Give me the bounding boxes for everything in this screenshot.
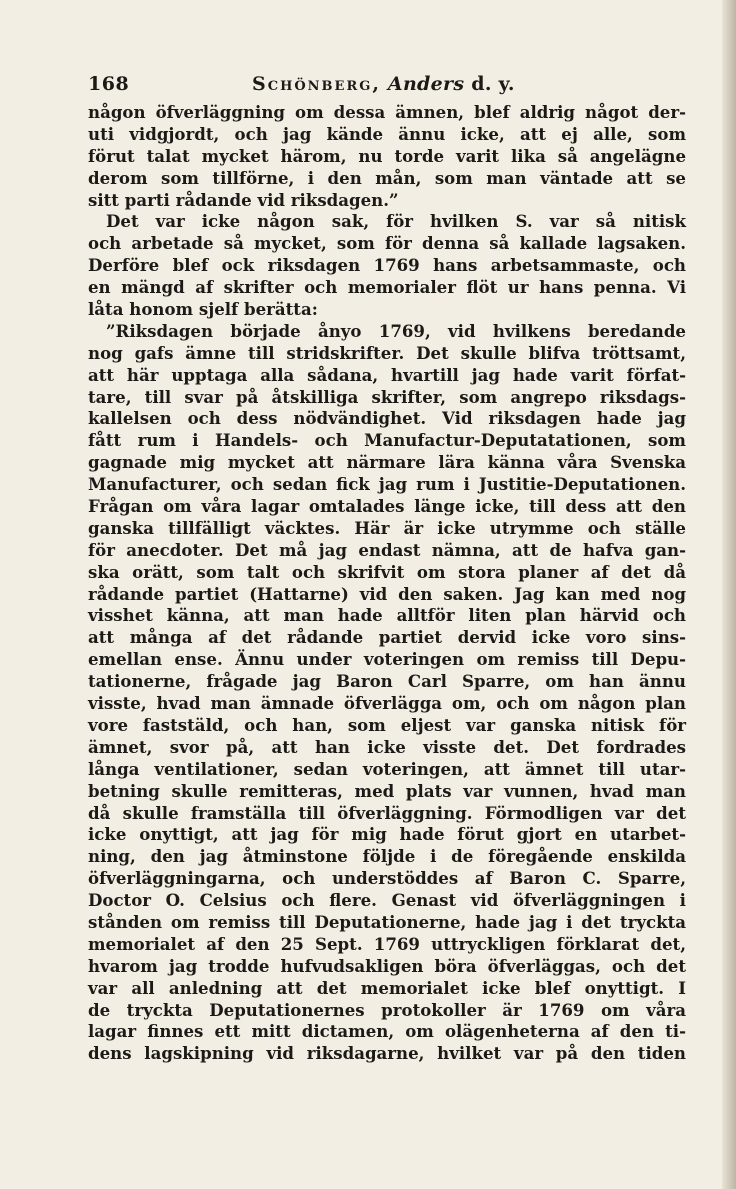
text-line: någon öfverläggning om dessa ämnen, blef aldrig något der-	[88, 102, 686, 122]
text-line: visshet känna, att man hade alltför liten plan härvid och	[88, 605, 686, 626]
running-head-given: Anders	[387, 73, 465, 95]
text-line: tationerne, frågade jag Baron Carl Sparre, om han ännu	[88, 671, 686, 692]
text-line: stånden om remiss till Deputationerne, hade jag i det tryckta	[88, 911, 686, 932]
body-text	[88, 102, 686, 1065]
text-line: Doctor O. Celsius och flere. Genast vid öfverläggningen i	[88, 890, 686, 911]
text-line: ganska tillfälligt väcktes. Här är icke utrymme och ställe	[88, 517, 686, 538]
text-line: betning skulle remitteras, med plats var vunnen, hvad man	[88, 780, 686, 801]
text-line: hvarom jag trodde hufvudsakligen böra öfverläggas, och det	[88, 955, 686, 976]
text-line: visste, hvad man ämnade öfverlägga om, och om någon plan	[88, 693, 686, 714]
text-line: emellan ense. Ännu under voteringen om remiss till Depu-	[88, 649, 686, 670]
text-line: långa ventilationer, sedan voteringen, att ämnet till utar-	[88, 758, 686, 779]
text-line: var all anledning att det memorialet icke blef onyttigt. I	[88, 977, 686, 998]
running-head-name: Schönberg,	[252, 73, 381, 95]
text-line: ämnet, svor på, att han icke visste det. Det fordrades	[88, 736, 686, 757]
text-line: låta honom sjelf berätta:	[88, 299, 318, 320]
text-line: ning, den jag åtminstone följde i de föregående enskilda	[88, 846, 686, 867]
text-line: att här upptaga alla sådana, hvartill jag hade varit förfat-	[88, 364, 686, 385]
text-line: fått rum i Handels- och Manufactur-Deputatationen, som	[88, 430, 686, 451]
text-line: memorialet af den 25 Sept. 1769 uttryckligen förklarat det,	[88, 933, 686, 954]
text-line: förut talat mycket härom, nu torde varit lika så angelägne	[88, 145, 686, 166]
page-gutter	[722, 0, 736, 1189]
text-line: lagar finnes ett mitt dictamen, om olägenheterna af den ti-	[88, 1021, 686, 1042]
text-line: kallelsen och dess nödvändighet. Vid riksdagen hade jag	[88, 408, 686, 429]
text-line: icke onyttigt, att jag för mig hade förut gjort en utarbet-	[88, 824, 686, 845]
text-line: sitt parti rådande vid riksdagen.”	[88, 189, 399, 210]
text-line: Derföre blef ock riksdagen 1769 hans arbetsammaste, och	[88, 255, 686, 276]
running-head	[252, 73, 515, 95]
text-line: Det var icke någon sak, för hvilken S. var så nitisk	[106, 211, 686, 232]
text-line: gagnade mig mycket att närmare lära känna våra Svenska	[88, 452, 686, 473]
text-line: för anecdoter. Det må jag endast nämna, att de hafva gan-	[88, 539, 686, 560]
text-line: Manufacturer, och sedan fick jag rum i Justitie-Deputationen.	[88, 474, 686, 495]
text-line: att många af det rådande partiet dervid icke voro sins-	[88, 627, 686, 648]
text-line: tare, till svar på åtskilliga skrifter, som angrepo riksdags-	[88, 386, 686, 407]
text-line: ”Riksdagen började ånyo 1769, vid hvilkens beredande	[106, 320, 686, 341]
text-line: Frågan om våra lagar omtalades länge icke, till dess att den	[88, 496, 686, 517]
text-line: vore faststäld, och han, som eljest var ganska nitisk för	[88, 714, 686, 735]
text-line: då skulle framställa till öfverläggning. Förmodligen var det	[88, 802, 686, 823]
text-line: ska orätt, som talt och skrifvit om stora planer af det då	[88, 561, 686, 582]
text-line: öfverläggningarna, och understöddes af Baron C. Sparre,	[88, 868, 686, 889]
text-line: de tryckta Deputationernes protokoller är 1769 om våra	[88, 999, 686, 1020]
text-line: nog gafs ämne till stridskrifter. Det skulle blifva tröttsamt,	[88, 342, 686, 363]
text-line: uti vidgjordt, och jag kände ännu icke, att ej alle, som	[88, 123, 686, 144]
text-line: en mängd af skrifter och memorialer flöt ur hans penna. Vi	[88, 277, 686, 298]
running-header	[88, 73, 688, 99]
text-line: derom som tillförne, i den mån, som man väntade att se	[88, 167, 686, 188]
page-number: 168	[88, 73, 130, 95]
text-line: rådande partiet (Hattarne) vid den saken. Jag kan med nog	[88, 583, 686, 604]
text-line: och arbetade så mycket, som för denna så kallade lagsaken.	[88, 233, 686, 254]
running-head-suffix: d. y.	[471, 73, 515, 95]
text-line: dens lagskipning vid riksdagarne, hvilket var på den tiden	[88, 1043, 686, 1064]
